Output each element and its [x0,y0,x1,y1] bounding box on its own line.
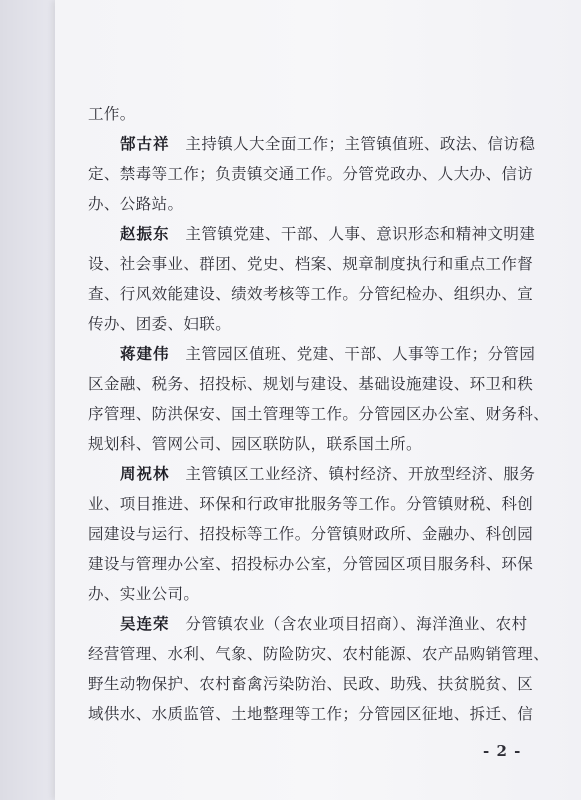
text-line: 序管理、防洪保安、国土管理等工作。分管园区办公室、财务科、 [88,405,550,423]
text-line: 设、社会事业、群团、党史、档案、规章制度执行和重点工作督 [88,255,534,273]
text-line: 定、禁毒等工作；负责镇交通工作。分管党政办、人大办、信访 [88,165,534,183]
text-line: 经营管理、水利、气象、防险防灾、农村能源、农产品购销管理、 [88,645,550,663]
text-line: 传办、团委、妇联。 [88,315,232,333]
text-line: 查、行风效能建设、绩效考核等工作。分管纪检办、组织办、宣 [88,285,534,303]
text-line: 办、实业公司。 [88,585,200,603]
paragraph-zhou-zhulin: 周祝林 主管镇区工业经济、镇村经济、开放型经济、服务 [120,464,536,483]
text-line: 工作。 [88,105,136,123]
person-name: 周祝林 [120,464,170,483]
text-line: 园建设与运行、招投标等工作。分管镇财政所、金融办、科创园 [88,525,534,543]
person-name: 郜古祥 [120,134,170,153]
person-name: 赵振东 [120,224,170,243]
text-line: 区金融、税务、招投标、规划与建设、基础设施建设、环卫和秩 [88,375,534,393]
text-line: 建设与管理办公室、招投标办公室，分管园区项目服务科、环保 [88,555,534,573]
paragraph-jiang-jianwei: 蒋建伟 主管园区值班、党建、干部、人事等工作；分管园 [120,344,536,363]
text-line: 野生动物保护、农村畜禽污染防治、民政、助残、扶贫脱贫、区 [88,675,534,693]
person-name: 蒋建伟 [120,344,170,363]
text-line: 规划科、管网公司、园区联防队，联系国土所。 [88,435,422,453]
paragraph-zhao-zhendong: 赵振东 主管镇党建、干部、人事、意识形态和精神文明建 [120,224,536,243]
text-line: 办、公路站。 [88,195,184,213]
paragraph-gao-guxiang: 郜古祥 主持镇人大全面工作；主管镇值班、政法、信访稳 [120,134,536,153]
page-number: - 2 - [483,742,522,760]
text-line: 域供水、水质监管、土地整理等工作；分管园区征地、拆迁、信 [88,705,534,723]
scan-left-margin [0,0,55,800]
person-name: 吴连荣 [120,614,170,633]
paragraph-wu-lianrong: 吴连荣 分管镇农业（含农业项目招商）、海洋渔业、农村 [120,614,528,633]
text-line: 业、项目推进、环保和行政审批服务等工作。分管镇财税、科创 [88,495,534,513]
